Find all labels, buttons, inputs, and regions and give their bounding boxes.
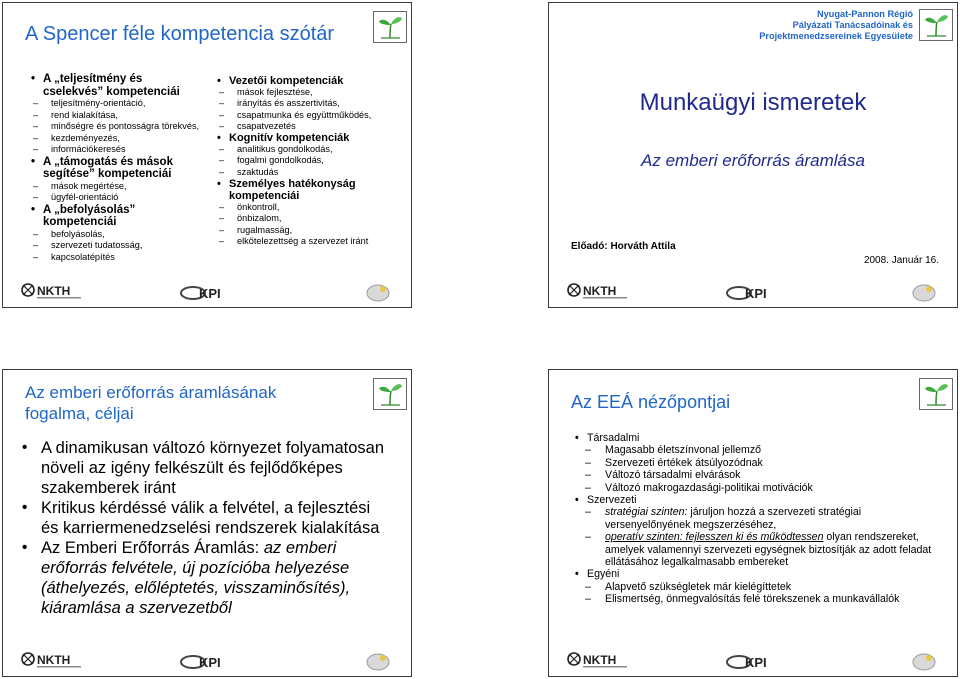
seedling-logo-icon [919, 9, 953, 41]
definition-list [19, 438, 387, 618]
presenter: Előadó: Horváth Attila [571, 241, 676, 252]
list-item [573, 531, 943, 568]
list-item: – csapatvezetés [215, 121, 400, 132]
competency-list-left [29, 73, 204, 263]
kpi-logo-icon [725, 284, 779, 302]
group-heading: • Kognitív kompetenciák [215, 132, 400, 144]
slide-footer [3, 279, 411, 307]
list-item [573, 506, 943, 531]
title-line: Az emberi erőforrás áramlásának [25, 383, 277, 402]
list-item: – Magasabb életszínvonal jellemző [573, 444, 943, 456]
group-heading: • A „támogatás és mások segítése” kompetenciái [29, 156, 204, 181]
nkth-logo-icon [567, 281, 629, 301]
item-prefix: Az Emberi Erőforrás Áramlás: [41, 539, 264, 557]
list-item: – Alapvető szükségletek már kielégíttetek [573, 581, 943, 593]
kpi-logo-icon [179, 653, 233, 671]
slide-cover [548, 2, 958, 308]
group-heading: • Egyéni [573, 568, 943, 580]
item-emphasis: stratégiai szinten: [605, 506, 688, 519]
viewpoint-list [573, 432, 943, 606]
list-item: – mások fejlesztése, [215, 87, 400, 98]
title-line: fogalma, céljai [25, 404, 134, 423]
group-heading: • A „teljesítmény és cselekvés” kompetenciái [29, 73, 204, 98]
list-item: – kezdeményezés, [29, 133, 204, 145]
slide-viewpoints [548, 369, 958, 677]
item-text: járuljon hozzá a szervezeti stratégiai versenyelőnyének megszerzéséhez, [605, 506, 862, 531]
list-item: – irányítás és asszertivitás, [215, 98, 400, 109]
org-line: Projektmenedzsereinek Egyesülete [759, 31, 913, 41]
nkth-logo-icon [21, 650, 83, 670]
list-item: – Változó makrogazdasági-politikai motivációk [573, 482, 943, 494]
slide-title [25, 382, 276, 424]
list-item [19, 538, 387, 618]
seedling-logo-icon [919, 378, 953, 410]
list-item: – kapcsolatépítés [29, 252, 204, 264]
kpi-logo-icon [725, 653, 779, 671]
badge-logo-icon [365, 651, 391, 671]
list-item: – rugalmasság, [215, 225, 400, 236]
item-emphasis: az emberi erőforrás felvétele, új pozícióba helyezése (áthelyezés, előléptetés, visszaminősítés), kiáramlása a szervezetből [41, 539, 351, 617]
slide-spencer [2, 2, 412, 308]
list-item: – minőségre és pontosságra törekvés, [29, 121, 204, 133]
slide-footer [549, 648, 957, 676]
list-item: – információkeresés [29, 144, 204, 156]
presentation-title: Munkaügyi ismeretek [639, 89, 867, 116]
presentation-subtitle: Az emberi erőforrás áramlása [641, 151, 865, 170]
group-heading: • Vezetői kompetenciák [215, 75, 400, 87]
group-heading: • Társadalmi [573, 432, 943, 444]
list-item: – szaktudás [215, 167, 400, 178]
list-item: – ügyfél-orientáció [29, 192, 204, 204]
list-item: • Kritikus kérdéssé válik a felvétel, a fejlesztési és karriermenedzselési rendszerek kialakítása [19, 498, 387, 538]
competency-list-right [215, 75, 400, 247]
list-item: – analitikus gondolkodás, [215, 144, 400, 155]
group-heading: • A „befolyásolás” kompetenciái [29, 204, 204, 229]
list-item: – szervezeti tudatosság, [29, 240, 204, 252]
org-line: Nyugat-Pannon Régió [817, 9, 913, 19]
list-item: – önbizalom, [215, 213, 400, 224]
list-item: – teljesítmény-orientáció, [29, 98, 204, 110]
list-item: – Szervezeti értékek átsúlyozódnak [573, 457, 943, 469]
presentation-date: 2008. Január 16. [863, 255, 939, 266]
item-text: olyan rendszereket, amelyek valamennyi szervezeti egységnek biztosítják az adott feladat ellátásához legalkalmasabb embereket [605, 531, 932, 569]
nkth-logo-icon [21, 281, 83, 301]
list-item: – elkötelezettség a szervezet iránt [215, 236, 400, 247]
list-item: • A dinamikusan változó környezet folyamatosan növeli az igény felkészült és fejlődőképes szakemberek iránt [19, 438, 387, 498]
slide-title: Az EEÁ nézőpontjai [571, 392, 731, 412]
seedling-logo-icon [373, 11, 407, 43]
badge-logo-icon [365, 282, 391, 302]
list-item: – mások megértése, [29, 181, 204, 193]
list-item: – Változó társadalmi elvárások [573, 469, 943, 481]
badge-logo-icon [911, 651, 937, 671]
kpi-logo-icon [179, 284, 233, 302]
list-item: – önkontroll, [215, 202, 400, 213]
list-item: – befolyásolás, [29, 229, 204, 241]
org-line: Pályázati Tanácsadóinak és [792, 20, 913, 30]
nkth-logo-icon [567, 650, 629, 670]
badge-logo-icon [911, 282, 937, 302]
item-emphasis: operatív szinten: fejlesszen ki és működtessen [605, 531, 824, 544]
seedling-logo-icon [373, 378, 407, 410]
list-item: – rend kialakítása, [29, 110, 204, 122]
slide-hr-flow-definition [2, 369, 412, 677]
slide-footer [549, 279, 957, 307]
group-heading: • Szervezeti [573, 494, 943, 506]
list-item: – csapatmunka és együttműködés, [215, 110, 400, 121]
group-heading: • Személyes hatékonyság kompetenciái [215, 178, 400, 202]
slide-footer [3, 648, 411, 676]
org-name [759, 9, 913, 42]
slide-title: A Spencer féle kompetencia szótár [25, 23, 335, 45]
list-item: – Elismertség, önmegvalósítás felé törekszenek a munkavállalók [573, 593, 943, 605]
list-item: – fogalmi gondolkodás, [215, 155, 400, 166]
